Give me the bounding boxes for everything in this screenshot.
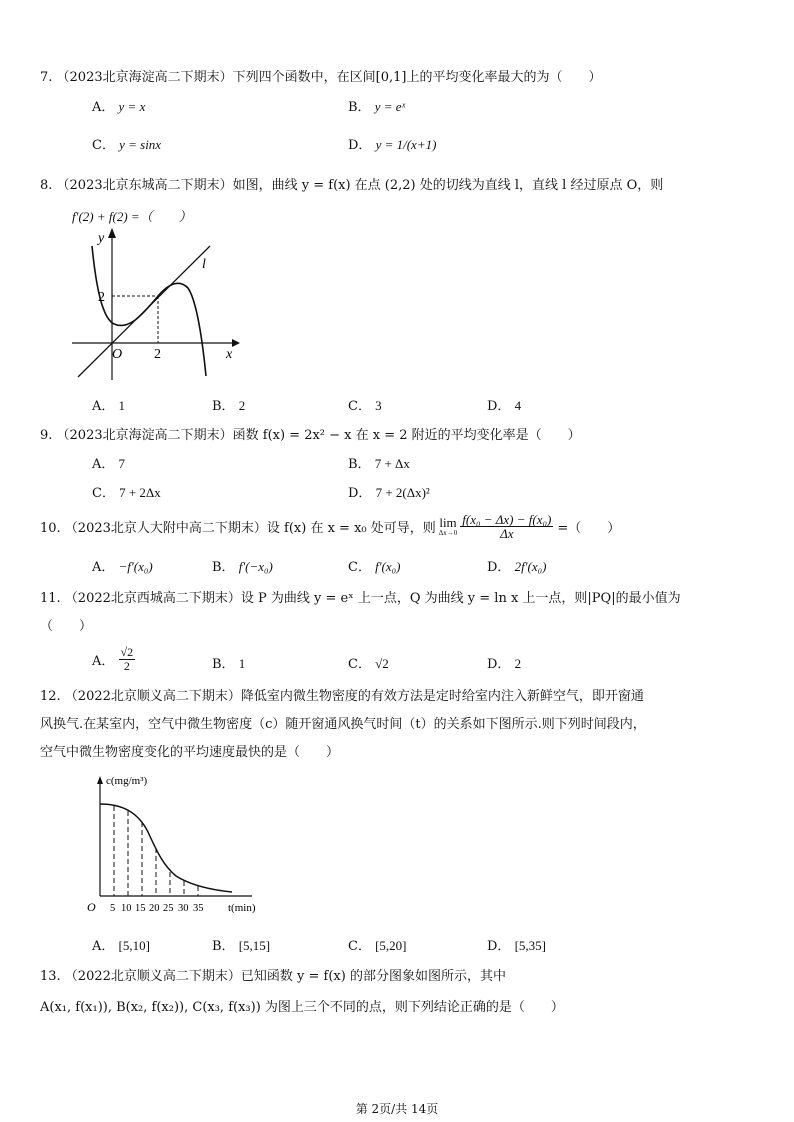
q12-option-c: C． [5,20] — [348, 938, 407, 954]
q9-stem: 9. （2023北京海淀高二下期末）函数 f(x) = 2x² − x 在 x = 2 附近的平均变化率是（ ） — [40, 428, 581, 443]
q10-limit: lim Δx→0 — [438, 514, 458, 537]
q8-label-y: y — [98, 231, 105, 246]
q9-option-c: C． 7 + 2Δx — [92, 485, 161, 501]
q12-tick-25: 25 — [163, 903, 174, 914]
q8-stem-line1: 8. （2023北京东城高二下期末）如图，曲线 y = f(x) 在点 (2,2) 处的切线为直线 l，直线 l 经过原点 O，则 — [40, 178, 664, 193]
q7-stem: 7. （2023北京海淀高二下期末）下列四个函数中，在区间[0,1]上的平均变化率最大的为（ ） — [40, 70, 602, 85]
q7-option-b: B． y = eˣ — [348, 99, 406, 115]
q8-option-a: A． 1 — [92, 398, 126, 414]
q12-stem-line1: 12. （2022北京顺义高二下期末）降低室内微生物密度的有效方法是定时给室内注入新鲜空气，即开窗通 — [40, 689, 644, 704]
q8-option-d: D． 4 — [487, 398, 522, 414]
q10-option-b: B． f′(−x₀) — [212, 559, 273, 575]
q9-option-a: A． 7 — [92, 456, 126, 472]
q13-stem-line1: 13. （2022北京顺义高二下期末）已知函数 y = f(x) 的部分图象如图所示，其中 — [40, 969, 506, 984]
q9-option-b: B． 7 + Δx — [348, 456, 410, 472]
q10-stem — [40, 513, 620, 540]
q10-fraction: $\frac{\text{f(x₀ − Δx) − f(x₀)}}{\Delta x}$ — [462, 512, 552, 541]
q8-option-c: C． 3 — [348, 398, 382, 414]
q7-option-a: A． y = x — [92, 99, 146, 115]
q12-tick-35: 35 — [193, 903, 204, 914]
q11-option-d: D． 2 — [487, 656, 522, 672]
q7-option-d: D． y = 1/(x+1) — [348, 137, 437, 153]
q12-y-arrow — [97, 776, 103, 784]
q11-stem-line1: 11. （2022北京西城高二下期末）设 P 为曲线 y = eˣ 上一点，Q 为曲线 y = ln x 上一点，则|PQ|的最小值为 — [40, 591, 681, 606]
q8-graph — [70, 226, 240, 382]
q12-label-origin: O — [87, 900, 96, 914]
q12-tick-10: 10 — [121, 903, 132, 914]
q10-option-a: A． −f′(x₀) — [92, 559, 153, 575]
q12-tick-30: 30 — [178, 903, 189, 914]
q8-curve — [92, 246, 206, 376]
q12-option-d: D． [5,35] — [487, 938, 546, 954]
q12-tick-15: 15 — [135, 903, 146, 914]
q12-label-x: t(min) — [228, 902, 256, 914]
q10-stem-text: 10. （2023北京人大附中高二下期末）设 f(x) 在 x = x₀ 处可导，则 — [40, 521, 436, 536]
q8-label-l: l — [202, 257, 206, 272]
q8-x-arrow — [232, 339, 240, 347]
q8-stem-line2: f′(2) + f(2) =（ ） — [72, 209, 192, 224]
q8-option-b: B． 2 — [212, 398, 246, 414]
q12-curve — [100, 804, 232, 892]
page-footer: 第 2页/共 14页 — [355, 1102, 439, 1116]
q12-dashed-verticals — [114, 806, 198, 896]
q8-label-2-x: 2 — [154, 347, 161, 362]
q10-stem-end: =（ ） — [557, 521, 621, 536]
q12-stem-line3: 空气中微生物密度变化的平均速度最快的是（ ） — [40, 745, 340, 760]
q10-option-c: C． f′(x₀) — [348, 559, 401, 575]
q12-graph — [72, 770, 272, 920]
q7-option-c: C． y = sinx — [92, 137, 162, 153]
q11-option-c: C． √2 — [348, 656, 389, 672]
q8-label-2-y: 2 — [98, 290, 105, 305]
q13-stem-line2: A(x₁, f(x₁)), B(x₂, f(x₂)), C(x₃, f(x₃)) 为图上三个不同的点，则下列结论正确的是（ ） — [40, 1000, 564, 1015]
q12-tick-20: 20 — [149, 903, 160, 914]
q12-option-b: B． [5,15] — [212, 938, 271, 954]
q11-option-b: B． 1 — [212, 656, 246, 672]
q12-option-a: A． [5,10] — [92, 938, 150, 954]
q12-tick-5: 5 — [110, 903, 116, 914]
q11-stem-line2: （ ） — [40, 619, 93, 634]
q12-label-y: c(mg/m³) — [106, 775, 148, 787]
q10-option-d: D． 2f′(x₀) — [487, 559, 547, 575]
q9-option-d: D． 7 + 2(Δx)² — [348, 485, 430, 501]
q8-label-origin: O — [112, 347, 123, 362]
q8-label-x: x — [226, 347, 233, 362]
q11-option-a: A． $\frac{√2}{2}$ — [92, 645, 134, 673]
q8-y-arrow — [108, 228, 116, 238]
q12-stem-line2: 风换气.在某室内，空气中微生物密度（c）随开窗通风换气时间（t）的关系如下图所示.则下列时间段内， — [40, 717, 646, 732]
